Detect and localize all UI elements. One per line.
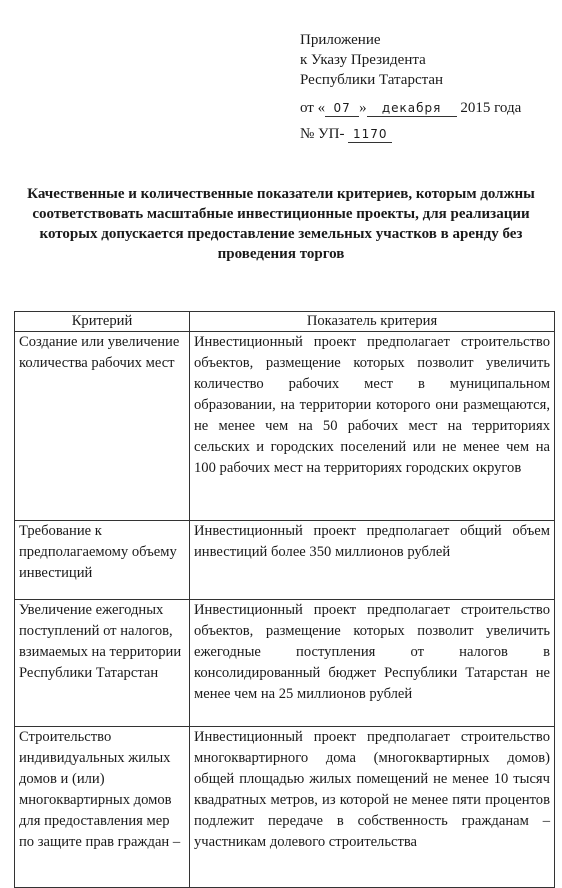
criterion-cell: Увеличение ежегодных поступлений от налогов, взимаемых на территории Республики Татарстан — [15, 600, 190, 727]
date-mid: » — [359, 100, 367, 116]
header-criterion: Критерий — [15, 312, 190, 332]
table-header-row — [15, 312, 555, 332]
date-suffix: 2015 года — [460, 100, 522, 116]
table-row — [15, 727, 555, 888]
table-row — [15, 600, 555, 727]
indicator-cell: Инвестиционный проект предполагает строительство объектов, размещение которых позволит увеличить ежегодные поступления от налогов в консолидированный бюджет Республики Татарстан не менее чем на 25 миллионов рублей — [190, 600, 555, 727]
indicator-cell: Инвестиционный проект предполагает строительство объектов, размещение которых позволит увеличить количество рабочих мест в муниципальном образовании, на территории которого они размещаются, не менее чем на 50 рабочих мест на территориях сельских и городских поселений или не менее чем на 100 рабочих мест на территориях городских округов — [190, 332, 555, 521]
table-row — [15, 521, 555, 600]
date-prefix: от « — [300, 100, 326, 116]
number-prefix: № УП- — [300, 126, 345, 142]
criteria-table — [14, 311, 555, 888]
indicator-cell: Инвестиционный проект предполагает общий объем инвестиций более 350 миллионов рублей — [190, 521, 555, 600]
indicator-cell: Инвестиционный проект предполагает строительство многоквартирного дома (многоквартирных домов) общей площадью жилых помещений не менее 10 тысяч квадратных метров, из которой не менее пяти процентов подлежит передаче в собственность гражданам – участникам долевого строительства — [190, 727, 555, 888]
criterion-cell: Строительство индивидуальных жилых домов и (или) многоквартирных домов для предоставления мер по защите прав граждан – — [15, 727, 190, 888]
appendix-republic: Республики Татарстан — [300, 72, 444, 88]
table-row — [15, 332, 555, 521]
appendix-decree-ref: к Указу Президента — [300, 52, 426, 68]
document-title: Качественные и количественные показатели критериев, которым должны соответствовать масштабные инвестиционные проекты, для реализации которых допускается предоставление земельных участков в аренду без проведения торгов — [27, 186, 535, 262]
date-day: 07 — [325, 101, 359, 117]
decree-date — [300, 98, 521, 118]
appendix-block — [300, 30, 521, 144]
criterion-cell: Создание или увеличение количества рабочих мест — [15, 332, 190, 521]
decree-number — [300, 124, 521, 144]
criterion-cell: Требование к предполагаемому объему инвестиций — [15, 521, 190, 600]
number-value: 1170 — [348, 127, 392, 143]
header-indicator: Показатель критерия — [190, 312, 555, 332]
appendix-label: Приложение — [300, 32, 381, 48]
date-month: декабря — [367, 101, 457, 117]
